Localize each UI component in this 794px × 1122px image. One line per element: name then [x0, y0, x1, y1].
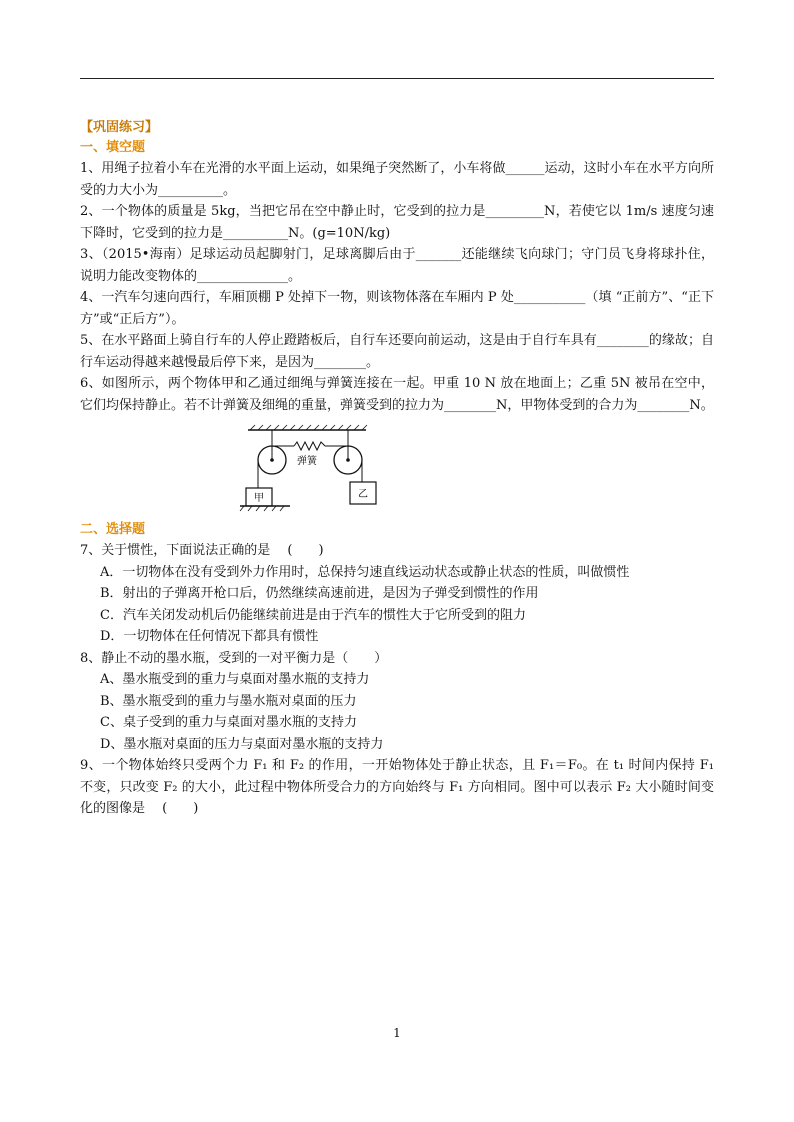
question-7: 7、关于惯性，下面说法正确的是 ( ): [80, 543, 324, 558]
q7-option-b: B．射出的子弹离开枪口后，仍然继续高速前进，是因为子弹受到惯性的作用: [100, 586, 539, 601]
q8-option-b: B、墨水瓶受到的重力与墨水瓶对桌面的压力: [100, 693, 357, 709]
question-9: 9、一个物体始终只受两个力 F₁ 和 F₂ 的作用，一开始物体处于静止状态，且 F₁＝F₀。在 t₁ 时间内保持 F₁ 不变，只改变 F₂ 的大小，此过程中物体所受合力的方向始终与 F₁ 方向相同。图中可以表示 F₂ 大小随时间变化的图像是 ( ): [80, 758, 714, 816]
question-4: 4、一汽车匀速向西行，车厢顶棚 P 处掉下一物，则该物体落在车厢内 P 处___________（填 “正前方”、“正下方”或“正后方”）。: [80, 290, 714, 327]
pulley-spring-figure: [238, 424, 378, 514]
q8-option-c: C、桌子受到的重力与桌面对墨水瓶的支持力: [100, 715, 357, 730]
pulley-diagram: [238, 424, 378, 514]
question-5: 5、在水平路面上骑自行车的人停止蹬踏板后，自行车还要向前运动，这是由于自行车具有________的缘故；自行车运动得越来越慢最后停下来，是因为________。: [80, 333, 714, 370]
question-2: 2、一个物体的质量是 5kg，当把它吊在空中静止时，它受到的拉力是_________N，若使它以 1m/s 速度匀速下降时，它受到的拉力是__________N。(g=10N/kg): [80, 204, 714, 241]
question-3: 3、（2015•海南）足球运动员起脚射门，足球离脚后由于_______还能继续飞向球门；守门员飞身将球扑住，说明力能改变物体的______________。: [80, 247, 714, 284]
section-fill-title: 一、填空题: [80, 140, 146, 155]
question-1: 1、用绳子拉着小车在光滑的水平面上运动，如果绳子突然断了，小车将做______运动，这时小车在水平方向所受的力大小为__________。: [80, 161, 714, 198]
question-6: 6、如图所示，两个物体甲和乙通过细绳与弹簧连接在一起。甲重 10 N 放在地面上；乙重 5N 被吊在空中，它们均保持静止。若不计弹簧及细绳的重量，弹簧受到的拉力为________N，甲物体受到的合力为________N。: [80, 376, 714, 413]
practice-tag: 【巩固练习】: [80, 120, 159, 135]
question-8: 8、静止不动的墨水瓶，受到的一对平衡力是（ ）: [80, 650, 388, 666]
q7-option-d: D．一切物体在任何情况下都具有惯性: [100, 629, 319, 644]
q7-option-a: A．一切物体在没有受到外力作用时，总保持匀速直线运动状态或静止状态的性质，叫做惯性: [100, 564, 630, 580]
q8-option-a: A、墨水瓶受到的重力与桌面对墨水瓶的支持力: [100, 672, 370, 687]
q8-option-d: D、墨水瓶对桌面的压力与桌面对墨水瓶的支持力: [100, 736, 384, 752]
block-yi-label: 乙: [358, 489, 368, 500]
page-number: 1: [393, 1026, 401, 1040]
block-jia-label: 甲: [254, 493, 264, 504]
section-choice-title: 二、选择题: [80, 522, 146, 537]
worksheet: [80, 118, 714, 820]
q7-option-c: C．汽车关闭发动机后仍能继续前进是由于汽车的惯性大于它所受到的阻力: [100, 607, 526, 623]
spring-label: 弹簧: [297, 456, 317, 467]
header-rule: [80, 78, 714, 79]
